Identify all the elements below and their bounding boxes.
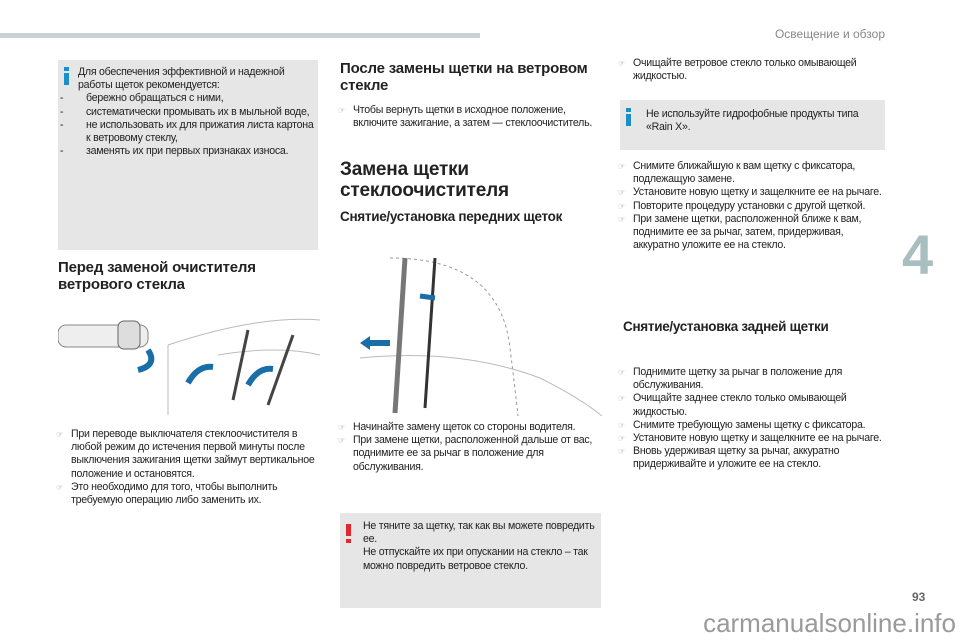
warning-line: Не отпускайте их при опускании на стекло – так можно повредить ветровое стекло. xyxy=(363,546,588,572)
watermark: carmanualsonline.info xyxy=(703,608,956,638)
front-wiper-illustration xyxy=(340,238,602,416)
list-item: ☞ Повторите процедуру установки с другой щеткой. xyxy=(620,200,885,213)
info-text: Не используйте гидрофобные продукты типа «Rain X». xyxy=(646,108,859,134)
list-item: ☞ Это необходимо для того, чтобы выполнить требуемую операцию либо заменить их. xyxy=(58,481,320,507)
section-heading: Перед заменой очистителя ветрового стекла xyxy=(58,259,256,293)
bullet-list xyxy=(340,421,602,474)
list-item: - систематически промывать их в мыльной воде, xyxy=(58,106,318,119)
list-item: ☞ Снимите ближайшую к вам щетку с фиксатора, подлежащую замене. xyxy=(620,160,885,186)
info-icon xyxy=(626,114,631,126)
info-text xyxy=(78,66,318,158)
bullet-list xyxy=(620,366,885,472)
list-item: ☞ Вновь удерживая щетку за рычаг, аккуратно придерживайте и уложите ее на стекло. xyxy=(620,445,885,471)
info-icon xyxy=(64,73,69,85)
list-item: ☞ При замене щетки, расположенной дальше от вас, поднимите ее за рычаг в положение для обслуживания. xyxy=(340,434,602,474)
page-section-title: Замена щетки стеклоочистителя xyxy=(340,159,509,201)
chapter-title: Освещение и обзор xyxy=(774,27,885,41)
list-item: ☞ Снимите требующую замены щетку с фиксатора. xyxy=(620,419,885,432)
list-item: ☞ Очищайте ветровое стекло только омывающей жидкостью. xyxy=(620,57,885,83)
list-item: ☞ Начинайте замену щеток со стороны водителя. xyxy=(340,421,602,434)
list-item: ☞ Очищайте заднее стекло только омывающей жидкостью. xyxy=(620,392,885,418)
warning-icon xyxy=(346,524,351,536)
list-item: ☞ Чтобы вернуть щетки в исходное положение, включите зажигание, а затем — стеклоочиститель. xyxy=(340,104,600,130)
list-item: ☞ Установите новую щетку и защелкните ее на рычаге. xyxy=(620,186,885,199)
warning-line: Не тяните за щетку, так как вы можете повредить ее. xyxy=(363,520,595,546)
bullet-list xyxy=(58,428,320,507)
sub-heading: Снятие/установка передних щеток xyxy=(340,209,563,224)
bullet-list xyxy=(620,160,885,252)
sub-heading: Снятие/установка задней щетки xyxy=(623,319,829,334)
header-bar xyxy=(0,33,480,38)
chapter-tab: 4 xyxy=(902,223,934,286)
bullet-list xyxy=(340,104,600,130)
list-item: ☞ При переводе выключателя стеклоочистителя в любой режим до истечения первой минуты после выключения зажигания щетки займут вертикальное положение и остановятся. xyxy=(58,428,320,481)
info-intro: Для обеспечения эффективной и надежной работы щеток рекомендуется: xyxy=(78,66,285,92)
list-item: ☞ Поднимите щетку за рычаг в положение для обслуживания. xyxy=(620,366,885,392)
list-item: ☞ При замене щетки, расположенной ближе к вам, поднимите ее за рычаг, затем, придерживая, аккуратно уложите ее на стекло. xyxy=(620,213,885,253)
list-item: ☞ Установите новую щетку и защелкните ее на рычаге. xyxy=(620,432,885,445)
list-item: - бережно обращаться с ними, xyxy=(58,92,318,105)
list-item: - заменять их при первых признаках износа. xyxy=(58,145,318,158)
list-item: - не использовать их для прижатия листа картона к ветровому стеклу, xyxy=(58,119,318,145)
wiper-switch-illustration xyxy=(58,305,320,415)
bullet-list xyxy=(620,57,885,83)
section-heading: После замены щетки на ветровом стекле xyxy=(340,60,588,94)
warning-text xyxy=(363,520,598,573)
page-number: 93 xyxy=(912,590,926,604)
